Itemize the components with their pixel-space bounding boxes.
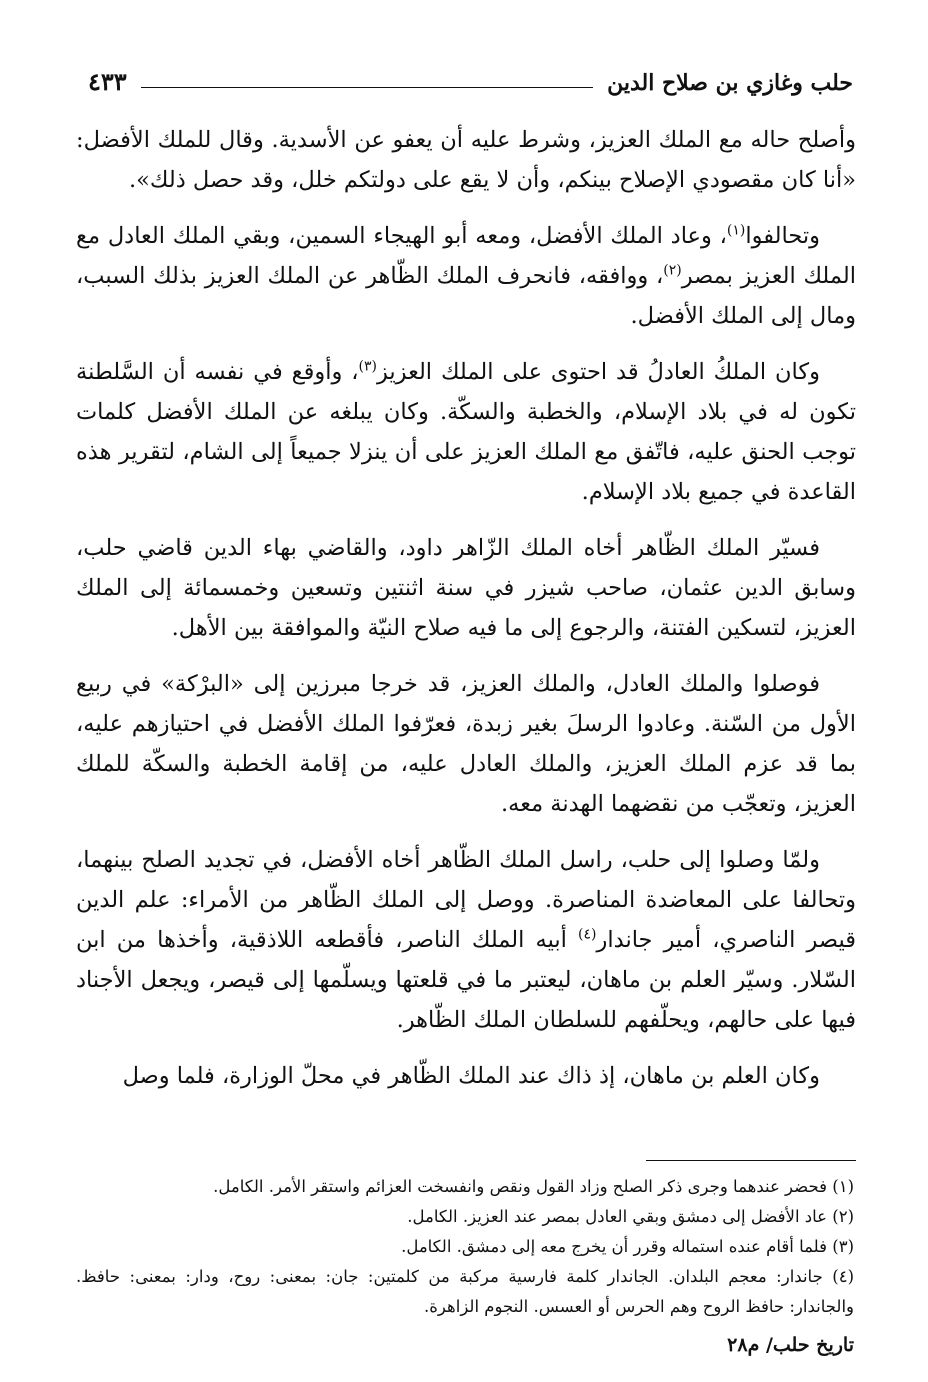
footnote-ref: (٤) — [578, 926, 597, 943]
paragraph: وتحالفوا$^{(١)}$، وعاد الملك الأفضل، ومعه أبو الهيجاء السمين، وبقي الملك العادل مع الملك العزيز بمصر$^{(٢)}$، ووافقه، فانحرف الملك الظّاهر عن الملك العزيز بذلك السبب، ومال إلى الملك الأفضل. — [76, 222, 856, 329]
header-rule — [141, 87, 593, 88]
footnotes — [76, 1172, 854, 1322]
footnote: (٣) فلما أقام عنده استماله وقرر أن يخرج معه إلى دمشق. الكامل. — [401, 1237, 854, 1256]
signature-mark: تاريخ حلب/ م٢٨ — [727, 1334, 854, 1356]
footnote-ref: (١) — [726, 222, 746, 239]
paragraph: فسيّر الملك الظّاهر أخاه الملك الزّاهر داود، والقاضي بهاء الدين قاضي حلب، وسابق الدين عثمان، صاحب شيزر في سنة اثنتين وتسعين وخمسمائة إلى الملك العزيز، لتسكين الفتنة، والرجوع إلى ما فيه صلاح النيّة والموافقة بين الأهل. — [76, 535, 856, 641]
paragraph: فوصلوا والملك العادل، والملك العزيز، قد خرجا مبرزين إلى «البرْكة» في ربيع الأول من السّنة. وعادوا الرسلَ بغير زبدة، فعرّفوا الملك الأفضل في احتيازهم عليه، بما قد عزم الملك العزيز، والملك العادل عليه، من إقامة الخطبة والسكّة للملك العزيز، وتعجّب من نقضهما الهدنة معه. — [76, 671, 856, 817]
paragraph: وكان الملكُ العادلُ قد احتوى على الملك العزيز$^{(٣)}$، وأوقع في نفسه أن السَّلطنة تكون له في بلاد الإسلام، والخطبة والسكّة. وكان يبلغه عن الملك الأفضل كلمات توجب الحنق عليه، فاتّفق مع الملك العزيز على أن ينزلا جميعاً إلى الشام، لتقرير هذه القاعدة في جميع بلاد الإسلام. — [76, 358, 856, 505]
footnote: (٢) عاد الأفضل إلى دمشق وبقي العادل بمصر عند العزيز. الكامل. — [407, 1207, 854, 1226]
footnote-ref: (٣) — [358, 358, 377, 375]
paragraph: وكان العلم بن ماهان، إذ ذاك عند الملك الظّاهر في محلّ الوزارة، فلما وصل — [122, 1063, 820, 1089]
footnote-ref: (٢) — [663, 262, 682, 279]
page-number: ٤٣٣ — [88, 67, 127, 96]
footnote-separator — [646, 1160, 856, 1161]
body-text — [76, 120, 856, 1112]
paragraph: وأصلح حاله مع الملك العزيز، وشرط عليه أن يعفو عن الأسدية. وقال للملك الأفضل: «أنا كان مقصودي الإصلاح بينكم، وأن لا يقع على دولتكم خلل، وقد حصل ذلك». — [76, 127, 856, 193]
running-title: حلب وغازي بن صلاح الدين — [607, 70, 853, 96]
paragraph: ولمّا وصلوا إلى حلب، راسل الملك الظّاهر أخاه الأفضل، في تجديد الصلح بينهما، وتحالفا على المعاضدة المناصرة. ووصل إلى الملك الظّاهر من الأمراء: علم الدين قيصر الناصري، أمير جاندار$^{(٤)}$ أبيه الملك الناصر، فأقطعه اللاذقية، وأخذها من ابن السّلار. وسيّر العلم بن ماهان، ليعتبر ما في قلعتها ويسلّمها إلى قيصر، ويجعل الأجناد فيها على حالهم، ويحلّفهم للسلطان الملك الظّاهر. — [76, 847, 856, 1033]
page-header — [88, 56, 853, 96]
footnote: (١) فحضر عندهما وجرى ذكر الصلح وزاد القول ونقص وانفسخت العزائم واستقر الأمر. الكامل. — [213, 1177, 854, 1196]
footnote: (٤) جاندار: معجم البلدان. الجاندار كلمة فارسية مركبة من كلمتين: جان: بمعنى: روح، ودار: بمعنى: حافظ. والجاندار: حافظ الروح وهم الحرس أو العسس. النجوم الزاهرة. — [76, 1267, 854, 1316]
